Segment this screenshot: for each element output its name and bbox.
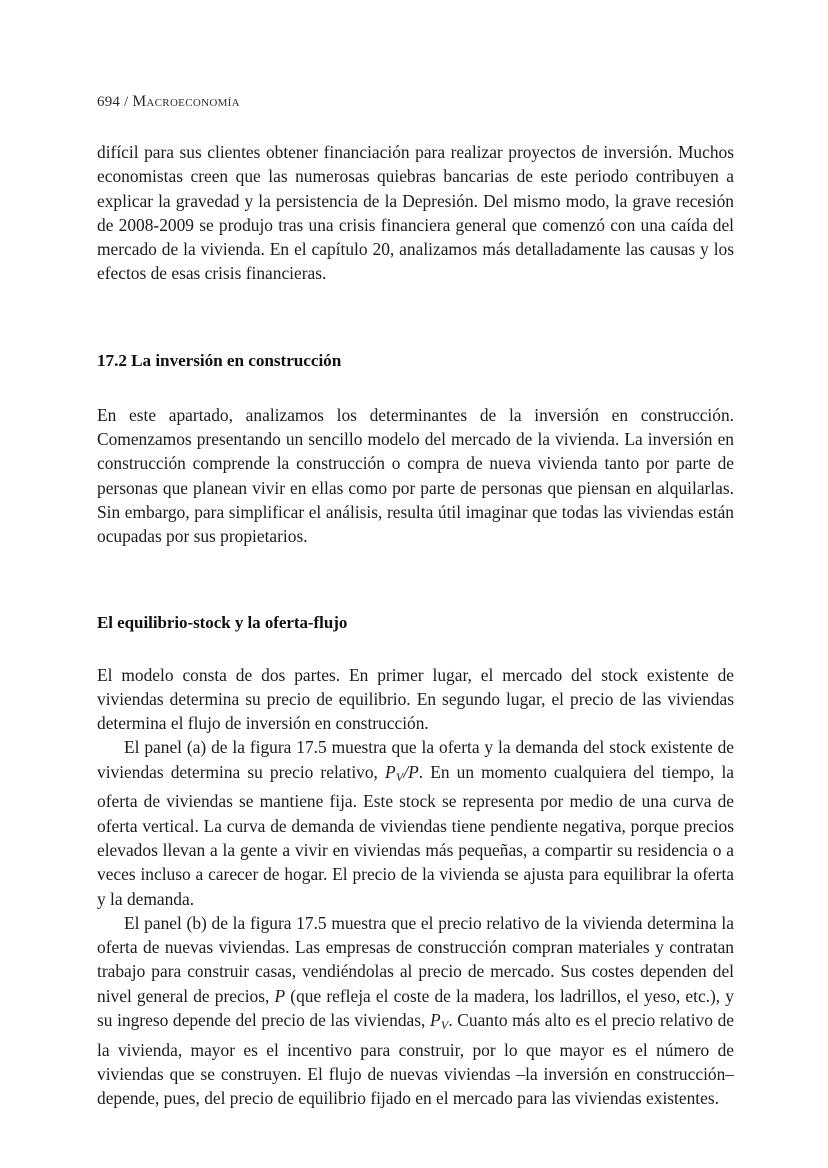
paragraph-5-text-c: . Cuanto más alto es el precio relativo de la vivienda, mayor es el incentivo para construir, por lo que mayor es el número de viviendas que se construyen. El flujo de nuevas viviendas –la inversión en construcción– depende, pues, del precio de equilibrio fijado en el mercado para las viviendas existentes. — [97, 1010, 734, 1109]
math-relative-price — [384, 761, 419, 785]
math-symbol-p: P — [384, 761, 396, 782]
paragraph-2: En este apartado, analizamos los determinantes de la inversión en construcción. Comenzamos presentando un sencillo modelo del mercado de la vivienda. La inversión en construcción comprende la construcción o compra de nueva vivienda tanto por parte de personas que planean vivir en ellas como por parte de personas que piensan en alquilarlas. Sin embargo, para simplificar el análisis, resulta útil imaginar que todas las viviendas están ocupadas por sus propietarios. — [97, 404, 734, 547]
math-slash: / — [403, 761, 409, 782]
math-price-level: P — [274, 985, 286, 1006]
math-subscript-v: V — [440, 1018, 449, 1033]
paragraph-3: El modelo consta de dos partes. En primer lugar, el mercado del stock existente de viviendas determina su precio de equilibrio. En segundo lugar, el precio de las viviendas determina el flujo de inversión en construcción. — [97, 664, 734, 734]
spacer — [97, 373, 734, 403]
text-column — [97, 140, 734, 1111]
running-header — [97, 93, 240, 111]
math-subscript-v: V — [395, 770, 404, 785]
spacer — [97, 286, 734, 349]
section-heading: 17.2 La inversión en construcción — [97, 350, 342, 370]
paragraph-5-text-a: El panel (b) de la figura 17.5 muestra que el precio relativo de la vivienda determina la oferta de nuevas viviendas. Las empresas de construcción compran materiales y contratan trabajo para construir casas, vendiéndolas al precio de mercado. Sus costes dependen del nivel general de precios, — [97, 912, 734, 1006]
paragraph-4 — [97, 735, 734, 910]
spacer — [97, 635, 734, 663]
paragraph-1: difícil para sus clientes obtener financiación para realizar proyectos de inversión. Muchos economistas creen que las numerosas quiebras bancarias de este periodo contribuyen a explicar la gravedad y la persistencia de la Depresión. Del mismo modo, la grave recesión de 2008-2009 se produjo tras una crisis financiera general que comenzó con una caída del mercado de la vivienda. En el capítulo 20, analizamos más detalladamente las causas y los efectos de esas crisis financieras. — [97, 142, 734, 284]
paragraph-5 — [97, 911, 734, 1111]
paragraph-5-text-b: (que refleja el coste de la madera, los ladrillos, el yeso, etc.), y su ingreso depende del precio de las viviendas, — [97, 985, 734, 1031]
subsection-heading: El equilibrio-stock y la oferta-flujo — [97, 612, 348, 632]
spacer — [97, 549, 734, 611]
math-housing-price — [429, 1010, 449, 1033]
math-symbol-p: P — [429, 1010, 441, 1031]
header-separator: / — [124, 94, 129, 110]
math-symbol-p2: P — [408, 761, 419, 782]
book-title: Macroeconomía — [132, 93, 240, 110]
paragraph-4-text-a: El panel (a) de la figura 17.5 muestra que la oferta y la demanda del stock existente de viviendas determina su precio relativo, — [97, 737, 734, 782]
paragraph-4-text-b: . En un momento cualquiera del tiempo, la oferta de viviendas se mantiene fija. Este stock se representa por medio de una curva de oferta vertical. La curva de demanda de viviendas tiene pendiente negativa, porque precios elevados llevan a la gente a vivir en viviendas más pequeñas, a compartir su residencia o a veces incluso a carecer de hogar. El precio de la vivienda se ajusta para equilibrar la oferta y la demanda. — [97, 761, 734, 909]
page-number: 694 — [97, 94, 121, 110]
